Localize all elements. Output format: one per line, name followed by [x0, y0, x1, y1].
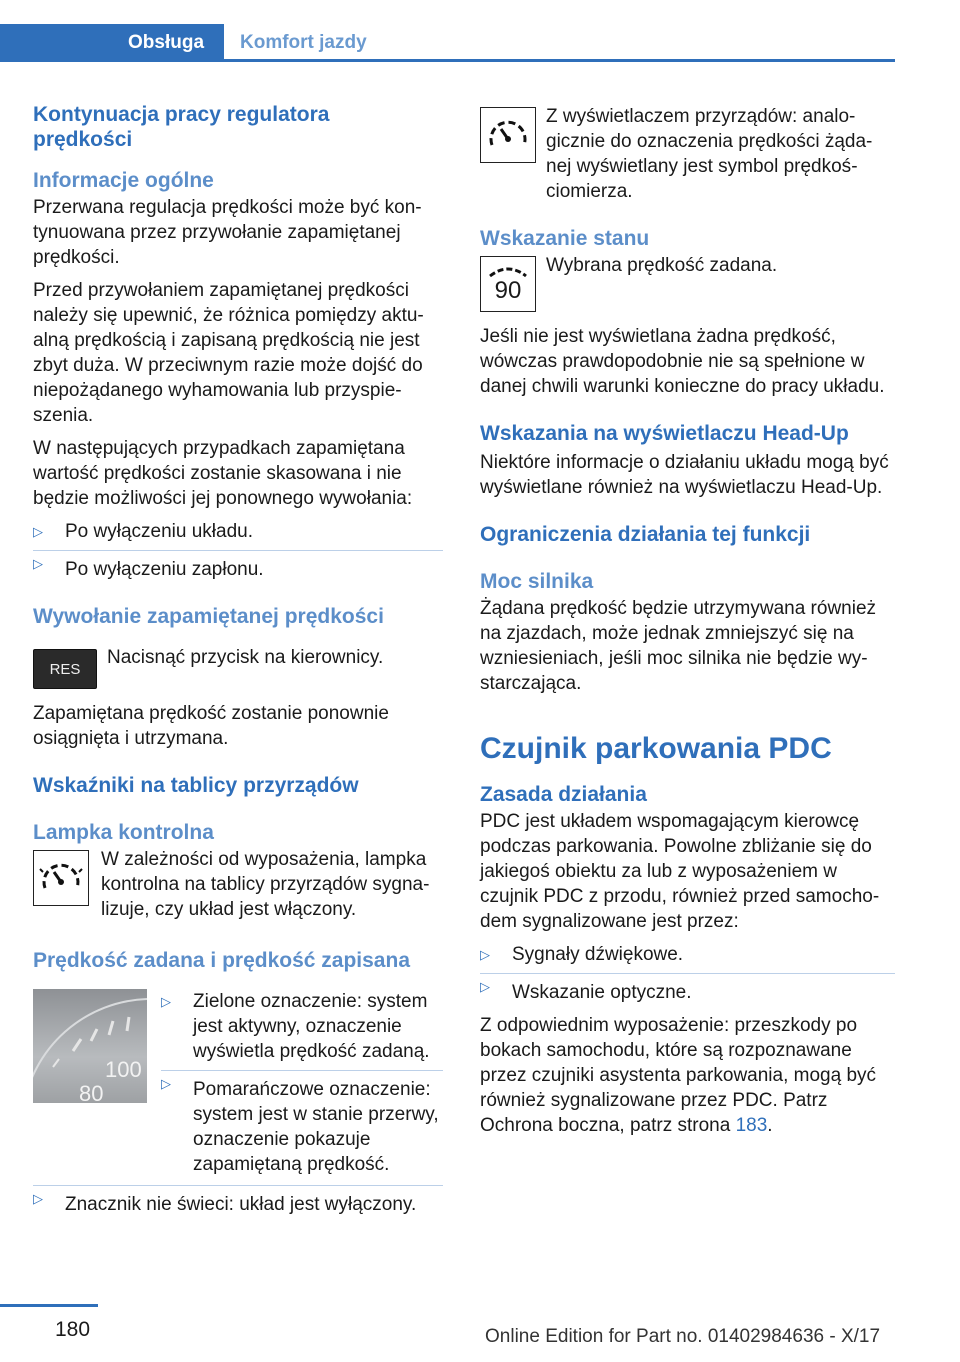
speedometer-image [33, 989, 147, 1103]
display-text: Z wyświetlaczem przyrządów: analogicznie do oznaczenia prędkości żądanej wyświetlany jest symbol prędkościomierza. [546, 106, 873, 202]
heading-status: Wskazanie stanu [480, 227, 650, 250]
edition-text: Online Edition for Part no. 01402984636 - X/17 [485, 1326, 881, 1347]
set-speed-icon [480, 256, 536, 312]
heading-engine: Moc silnika [480, 570, 594, 593]
page-number: 180 [55, 1318, 91, 1341]
footer-rule [0, 1304, 98, 1307]
list-item: ▷ Sygnały dźwiękowe. [480, 942, 895, 967]
status-text: Wybrana prędkość zadana. [546, 255, 778, 276]
set-speed-value: 90 [494, 277, 522, 304]
lamp-text: W zależności od wyposażenia, lampka kontrolna na tablicy przyrządów sygnalizuje, czy układ jest włączony. [101, 849, 430, 920]
heading-recall: Wywołanie zapamiętanej prędkości [33, 605, 384, 628]
list-item: ▷ Znacznik nie świeci: układ jest wyłączony. [33, 1185, 443, 1217]
heading-principle: Zasada działania [480, 783, 647, 806]
paragraph: Przerwana regulacja prędkości może być kontynuowana przez przywołanie zapamiętanej prędkości. [33, 197, 422, 268]
list-item: ▷ Po wyłączeniu zapłonu. [33, 550, 443, 582]
heading-lamp: Lampka kontrolna [33, 821, 214, 844]
cruise-control-icon [33, 850, 89, 906]
paragraph: Przed przywołaniem zapamiętanej prędkości należy się upewnić, że różnica pomiędzy aktualną prędkością i zapisaną prędkością nie jest zbyt duża. W przeciwnym razie może dojść do niepożądanego wyhamowania lub przyspieszenia. [33, 280, 424, 426]
list-item: ▷ Wskazanie optyczne. [480, 973, 895, 1005]
left-column [33, 102, 443, 1217]
list-item: ▷ Pomarańczowe oznaczenie: system jest w stanie przerwy, oznaczenie pokazuje zapamiętaną prędkość. [161, 1070, 443, 1177]
gauge-label-100: 100 [105, 1057, 142, 1082]
gauge-label-80: 80 [79, 1081, 104, 1103]
paragraph: Żądana prędkość będzie utrzymywana również na zjazdach, może jednak zmniejszyć się na wzniesieniach, jeśli moc silnika nie będzie wystarczająca. [480, 598, 877, 694]
paragraph-end: . [767, 1115, 773, 1136]
paragraph-text: Z odpowiednim wyposażenie: przeszkody po bokach samochodu, które są rozpoznawane przez czujniki asystenta parkowania, mogą być również sygnalizowane przez PDC. Patrz Ochrona boczna, patrz strona [480, 1015, 877, 1136]
heading-pdc: Czujnik parkowania PDC [480, 732, 832, 765]
paragraph: PDC jest układem wspomagającym kierowcę podczas parkowania. Powolne zbliżanie się do jakiegoś obiektu za lub z wyposażeniem w czujnik PDC z przodu, również przed samochodem sygnalizowane jest przez: [480, 811, 880, 932]
heading-general: Informacje ogólne [33, 169, 214, 192]
list-item: ▷ Zielone oznaczenie: system jest aktywny, oznaczenie wyświetla prędkość zadaną. [161, 989, 443, 1064]
right-column [480, 104, 895, 1138]
res-button-icon: RES [33, 649, 97, 689]
heading-indicators: Wskaźniki na tablicy przyrządów [33, 774, 359, 797]
header-tabs [0, 24, 895, 62]
paragraph: Niektóre informacje o działaniu układu mogą być wyświetlane również na wyświetlaczu Head-Up. [480, 452, 889, 498]
page-link[interactable]: 183 [735, 1115, 768, 1136]
heading-speed: Prędkość zadana i prędkość zapisana [33, 949, 410, 972]
paragraph: Jeśli nie jest wyświetlana żadna prędkość, wówczas prawdopodobnie nie są spełnione w danej chwili warunki konieczne do pracy układu. [480, 326, 885, 397]
recall-text: Nacisnąć przycisk na kierownicy. [107, 647, 384, 668]
speedometer-symbol-icon [480, 107, 536, 163]
heading-continue: Kontynuacja pracy regulatora prędkości [33, 103, 330, 151]
tab-obsluga[interactable]: Obsługa [0, 24, 224, 60]
heading-hud: Wskazania na wyświetlaczu Head-Up [480, 422, 849, 445]
paragraph: W następujących przypadkach zapamiętana wartość prędkości zostanie skasowana i nie będzie możliwości jej ponownego wywołania: [33, 438, 413, 509]
paragraph [480, 1013, 895, 1138]
heading-limits: Ograniczenia działania tej funkcji [480, 523, 811, 546]
list-item: ▷ Po wyłączeniu układu. [33, 519, 443, 544]
paragraph: Zapamiętana prędkość zostanie ponownie osiągnięta i utrzymana. [33, 703, 389, 749]
tab-komfort-jazdy[interactable]: Komfort jazdy [240, 32, 367, 53]
